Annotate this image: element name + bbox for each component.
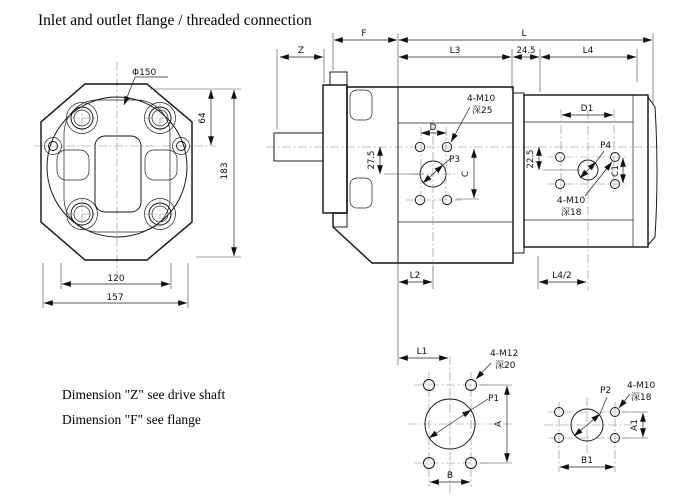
dim-label-64: 64 — [198, 112, 208, 124]
side-view — [266, 29, 662, 365]
thread-callout-p2-line2: 深18 — [631, 393, 652, 403]
port-label-p3: P3 — [449, 155, 461, 165]
dim-label-157: 157 — [106, 293, 124, 303]
page-title: Inlet and outlet flange / threaded connection — [38, 12, 312, 29]
dim-label-l4-half: L4/2 — [552, 271, 572, 281]
dim-label-pilot-dia: Φ150 — [132, 68, 157, 78]
thread-callout-p1-line2: 深20 — [495, 361, 516, 371]
dim-label-a: A — [494, 420, 504, 428]
dim-label-d1: D1 — [580, 104, 594, 114]
dim-label-24-5: 24.5 — [516, 46, 536, 56]
dim-label-l4: L4 — [582, 46, 594, 56]
thread-callout-p4-line2: 深18 — [561, 208, 582, 218]
thread-callout-p3-line2: 深25 — [472, 106, 493, 116]
dim-label-c: C — [461, 170, 471, 178]
dim-label-l2: L2 — [409, 271, 421, 281]
port-p3 — [406, 120, 462, 265]
dim-label-l3: L3 — [449, 46, 461, 56]
dim-label-a1: A1 — [630, 419, 640, 431]
bottom-port-view-1 — [399, 347, 518, 493]
front-view — [34, 62, 241, 308]
dim-label-f: F — [361, 29, 367, 39]
dim-label-22-5: 22.5 — [526, 149, 536, 169]
port-label-p1: P1 — [488, 394, 500, 404]
port-label-p2: P2 — [600, 386, 612, 396]
dim-label-27-5: 27.5 — [367, 150, 377, 170]
dim-label-183: 183 — [220, 162, 230, 180]
dim-label-d: D — [429, 123, 437, 133]
dim-label-c1: C1 — [611, 164, 621, 178]
dim-label-b: B — [446, 471, 454, 481]
dim-label-b1: B1 — [581, 456, 593, 466]
front-bolt-holes — [66, 102, 176, 230]
thread-callout-p2-line1: 4-M10 — [627, 381, 656, 391]
dim-label-l: L — [521, 29, 527, 39]
port-label-p4: P4 — [600, 141, 612, 151]
bottom-port-view-2 — [544, 381, 655, 472]
dim-label-z: Z — [297, 46, 305, 56]
dim-label-l1: L1 — [416, 347, 428, 357]
thread-callout-p1-line1: 4-M12 — [490, 349, 519, 359]
note-dimension-z: Dimension "Z" see drive shaft — [62, 387, 226, 402]
thread-callout-p3-line1: 4-M10 — [467, 94, 496, 104]
note-dimension-f: Dimension "F" see flange — [62, 412, 201, 427]
dim-label-120: 120 — [107, 274, 125, 284]
thread-callout-p4-line1: 4-M10 — [557, 196, 586, 206]
